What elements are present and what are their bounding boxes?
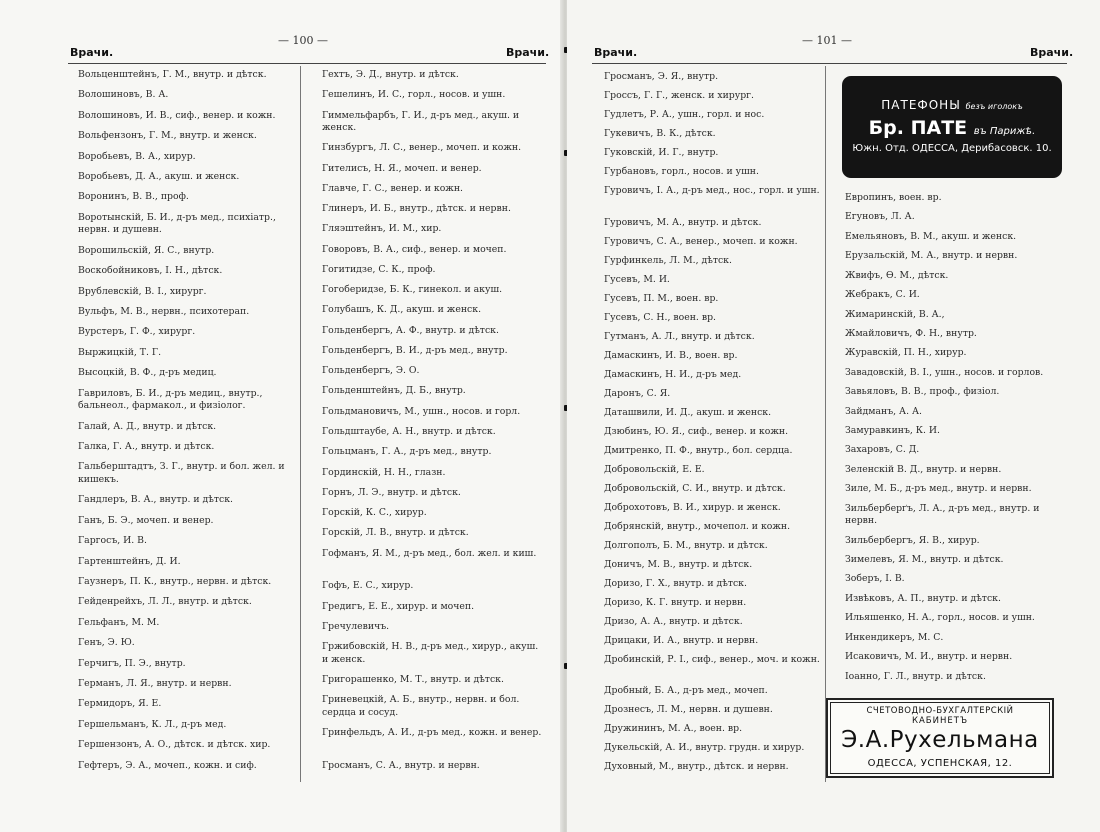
directory-entry: Зиле, М. Б., д-ръ мед., внутр. и нервн. <box>845 483 1032 495</box>
directory-entry: Даташвили, И. Д., акуш. и женск. <box>604 406 772 418</box>
directory-entry: Зильберберґъ, Л. А., д-ръ мед., внутр. и нервн. <box>845 502 1040 527</box>
directory-entry: Гольденбергъ, Э. О. <box>322 365 420 377</box>
directory-entry: Гуровичъ, М. А., внутр. и дѣтск. <box>604 216 762 228</box>
directory-entry: Гринфельдъ, А. И., д-ръ мед., кожн. и венер. <box>322 726 542 738</box>
directory-entry: Зоберъ, І. В. <box>845 573 905 585</box>
directory-entry: Гржибовскій, Н. В., д-ръ мед., хирур., акуш. и женск. <box>322 641 539 665</box>
directory-entry: Дрознесъ, Л. М., нервн. и душевн. <box>604 704 773 715</box>
directory-entry: Гогитидзе, С. К., проф. <box>322 263 436 275</box>
directory-entry: Гаргосъ, И. В. <box>78 535 147 547</box>
directory-entry: Дрицаки, И. А., внутр. и нервн. <box>604 634 759 646</box>
ad-accounting-name: Э.А.Рухельмана <box>841 727 1039 753</box>
directory-entry: Ерузальскій, М. А., внутр. и нервн. <box>845 250 1018 262</box>
directory-entry: Гречулевичъ. <box>322 620 390 632</box>
directory-entry: Гукевичъ, В. К., дѣтск. <box>604 128 716 139</box>
directory-entry: Гешелинъ, И. С., горл., носов. и ушн. <box>322 89 506 101</box>
directory-entry: Гурбановъ, горл., носов. и ушн. <box>604 166 759 177</box>
directory-entry: Гросманъ, Э. Я., внутр. <box>604 71 719 82</box>
directory-entry: Гредигъ, Е. Е., хирур. и мочеп. <box>322 600 475 612</box>
directory-entry: Зеленскій В. Д., внутр. и нервн. <box>845 463 1002 475</box>
directory-entry: Гиммельфарбъ, Г. И., д-ръ мед., акуш. и женск. <box>322 109 520 134</box>
directory-entry: Гинзбургъ, Л. С., венер., мочеп. и кожн. <box>322 142 522 154</box>
directory-entry: Дамаскинъ, Н. И., д-ръ мед. <box>604 368 742 380</box>
header-right-page-left: Врачи. <box>594 46 638 59</box>
directory-entry: Дружининъ, М. А., воен. вр. <box>604 723 743 734</box>
directory-entry: Гандлеръ, В. А., внутр. и дѣтск. <box>78 494 233 506</box>
directory-entry: Григорашенко, М. Т., внутр. и дѣтск. <box>322 673 504 685</box>
directory-entry: Емельяновъ, В. М., акуш. и женск. <box>845 230 1017 242</box>
directory-entry: Добрянскій, внутр., мочепол. и кожн. <box>604 520 791 532</box>
directory-entry: Доризо, Г. Х., внутр. и дѣтск. <box>604 577 747 589</box>
directory-entry: Горскій, К. С., хирур. <box>322 507 427 519</box>
directory-entry: Вульфъ, М. В., нервн., психотерап. <box>78 306 250 317</box>
directory-entry: Ганъ, Б. Э., мочеп. и венер. <box>78 514 214 526</box>
ad-gramophone-title: ПАТЕФОНЫ <box>881 98 961 112</box>
directory-entry: Гудлетъ, Р. А., ушн., горл. и нос. <box>604 109 765 120</box>
directory-entry: Гроссъ, Г. Г., женск. и хирург. <box>604 90 754 101</box>
directory-entry: Высоцкій, В. Ф., д-ръ медиц. <box>78 367 217 379</box>
directory-entry: Гехтъ, Э. Д., внутр. и дѣтск. <box>322 69 459 80</box>
directory-entry: Гросманъ, С. А., внутр. и нервн. <box>322 759 480 771</box>
directory-entry: Волошиновъ, В. А. <box>78 89 169 101</box>
directory-entry: Гаузнеръ, П. К., внутр., нервн. и дѣтск. <box>78 575 272 587</box>
directory-entry: Гусевъ, П. М., воен. вр. <box>604 292 719 304</box>
ad-gramophone-subtitle: безъ иголокъ <box>965 102 1023 111</box>
column-divider-right <box>825 66 826 782</box>
directory-entry: Гермидоръ, Я. Е. <box>78 698 162 710</box>
directory-entry: Вольценштейнъ, Г. М., внутр. и дѣтск. <box>78 69 267 80</box>
directory-entry: Гофманъ, Я. М., д-ръ мед., бол. жел. и киш. <box>322 547 537 559</box>
directory-entry: Жимаринскій, В. А., <box>845 308 945 320</box>
directory-entry: Ильяшенко, Н. А., горл., носов. и ушн. <box>845 612 1035 624</box>
directory-entry: Вольфензонъ, Г. М., внутр. и женск. <box>78 130 257 142</box>
directory-entry: Главче, Г. С., венер. и кожн. <box>322 182 464 194</box>
directory-entry: Воробьевъ, Д. А., акуш. и женск. <box>78 171 240 183</box>
directory-entry: Воронинъ, В. В., проф. <box>78 191 189 203</box>
directory-entry: Даронъ, С. Я. <box>604 387 671 399</box>
directory-entry: Егуновъ, Л. А. <box>845 211 915 223</box>
directory-entry: Горнъ, Л. Э., внутр. и дѣтск. <box>322 486 461 498</box>
directory-entry: Гусевъ, С. Н., воен. вр. <box>604 311 716 323</box>
directory-entry: Ворошильскій, Я. С., внутр. <box>78 244 215 256</box>
directory-entry: Дризо, А. А., внутр. и дѣтск. <box>604 615 743 627</box>
gramophone-advertisement <box>842 76 1062 178</box>
accounting-office-advertisement <box>826 698 1054 778</box>
page-number-left: — 100 — <box>278 34 328 47</box>
directory-entry: Галай, А. Д., внутр. и дѣтск. <box>78 420 217 432</box>
directory-entry: Гольденбергъ, В. И., д-ръ мед., внутр. <box>322 344 508 356</box>
directory-entry: Жмайловичъ, Ф. Н., внутр. <box>845 327 977 339</box>
directory-entry: Вурстеръ, Г. Ф., хирург. <box>78 326 196 338</box>
directory-entry: Горскій, Л. В., внутр. и дѣтск. <box>322 527 469 539</box>
directory-entry: Гофъ, Е. С., хирур. <box>322 580 414 592</box>
directory-entry: Гершельманъ, К. Л., д-ръ мед. <box>78 718 227 730</box>
directory-entry: Исаковичъ, М. И., внутр. и нервн. <box>845 651 1013 663</box>
directory-entry: Гуковскій, И. Г., внутр. <box>604 147 719 158</box>
directory-entry: Глинеръ, И. Б., внутр., дѣтск. и нервн. <box>322 203 511 215</box>
directory-entry: Дзюбинъ, Ю. Я., сиф., венер. и кожн. <box>604 425 789 437</box>
directory-entry: Долгополъ, Б. М., внутр. и дѣтск. <box>604 539 768 551</box>
directory-entry: Гуровичъ, С. А., венер., мочеп. и кожн. <box>604 235 798 247</box>
ad-accounting-line1: СЧЕТОВОДНО-БУХГАЛТЕРСКІЙ <box>866 706 1014 716</box>
directory-entry: Европинъ, воен. вр. <box>845 192 942 203</box>
directory-entry: Гавриловъ, Б. И., д-ръ медиц., внутр., бальнеол., фармакол., и физіолог. <box>78 387 263 412</box>
directory-entry: Гольдмановичъ, М., ушн., носов. и горл. <box>322 405 521 417</box>
directory-entry: Гольденштейнъ, Д. Б., внутр. <box>322 385 466 397</box>
directory-entry: Добровольскій, Е. Е. <box>604 463 705 475</box>
directory-entry: Завадовскій, В. І., ушн., носов. и горлов. <box>845 366 1044 378</box>
directory-entry: Гординскій, Н. Н., глазн. <box>322 466 446 478</box>
directory-entry: Захаровъ, С. Д. <box>845 444 920 456</box>
directory-entry: Гурфинкель, Л. М., дѣтск. <box>604 254 732 266</box>
ad-gramophone-address: Южн. Отд. ОДЕССА, Дерибасовск. 10. <box>852 143 1052 154</box>
directory-entry: Выржицкій, Т. Г. <box>78 346 162 358</box>
header-rule-right <box>592 63 1067 64</box>
directory-entry: Доброхотовъ, В. И., хирур. и женск. <box>604 501 781 513</box>
directory-entry: Гейденрейхъ, Л. Л., внутр. и дѣтск. <box>78 596 252 608</box>
directory-entry: Гляэштейнъ, И. М., хир. <box>322 223 442 235</box>
directory-entry: Дробный, Б. А., д-ръ мед., мочеп. <box>604 685 768 696</box>
directory-entry: Журавскій, П. Н., хирур. <box>845 347 967 359</box>
directory-entry: Гершензонъ, А. О., дѣтск. и дѣтск. хир. <box>78 739 271 751</box>
column-divider-left <box>300 66 301 782</box>
directory-entry: Воскобойниковъ, І. Н., дѣтск. <box>78 265 223 277</box>
directory-entry: Зайдманъ, А. А. <box>845 405 922 417</box>
ad-gramophone-city: въ Парижѣ. <box>973 126 1036 137</box>
header-left-page-right: Врачи. <box>506 46 550 59</box>
ad-accounting-line2: КАБИНЕТЪ <box>911 716 969 726</box>
directory-entry: Гартенштейнъ, Д. И. <box>78 555 181 567</box>
directory-entry: Завьяловъ, В. В., проф., физіол. <box>845 386 1000 398</box>
directory-entry: Гуровичъ, І. А., д-ръ мед., нос., горл. и ушн. <box>604 185 820 196</box>
directory-entry: Гефтеръ, Э. А., мочеп., кожн. и сиф. <box>78 759 257 771</box>
directory-entry: Волошиновъ, И. В., сиф., венер. и кожн. <box>78 109 276 121</box>
directory-entry: Доничъ, М. В., внутр. и дѣтск. <box>604 558 753 570</box>
directory-entry: Говоровъ, В. А., сиф., венер. и мочеп. <box>322 243 507 255</box>
directory-entry: Голубашъ, К. Д., акуш. и женск. <box>322 304 482 316</box>
directory-entry: Генъ, Э. Ю. <box>78 637 135 649</box>
directory-entry: Гельфанъ, М. М. <box>78 616 160 628</box>
directory-entry: Замуравкинъ, К. И. <box>845 425 940 437</box>
header-rule-left <box>68 63 546 64</box>
directory-entry: Гальберштадтъ, З. Г., внутр. и бол. жел. и кишекъ. <box>78 461 285 485</box>
directory-entry: Дробинскій, Р. І., сиф., венер., моч. и кожн. <box>604 653 820 665</box>
directory-entry: Гутманъ, А. Л., внутр. и дѣтск. <box>604 330 755 342</box>
directory-entry: Воротынскій, Б. И., д-ръ мед., психіатр., нервн. и душевн. <box>78 211 276 236</box>
directory-entry: Іоанно, Г. Л., внутр. и дѣтск. <box>845 670 986 682</box>
directory-entry: Гольцманъ, Г. А., д-ръ мед., внутр. <box>322 446 492 458</box>
directory-entry: Воробьевъ, В. А., хирур. <box>78 150 196 162</box>
directory-entry: Инкендикеръ, М. С. <box>845 631 944 643</box>
directory-entry: Гителисъ, Н. Я., мочеп. и венер. <box>322 162 482 174</box>
ad-gramophone-brand: Бр. ПАТЕ <box>868 117 968 139</box>
directory-entry: Германъ, Л. Я., внутр. и нервн. <box>78 677 232 689</box>
directory-entry: Герчигъ, П. Э., внутр. <box>78 657 186 669</box>
page-number-right: — 101 — <box>802 34 852 47</box>
directory-entry: Жебракъ, С. И. <box>845 289 920 301</box>
directory-entry: Дукельскій, А. И., внутр. грудн. и хирур. <box>604 742 805 753</box>
ad-accounting-address: ОДЕССА, УСПЕНСКАЯ, 12. <box>867 758 1013 769</box>
directory-entry: Духовный, М., внутр., дѣтск. и нервн. <box>604 761 789 772</box>
directory-entry: Гогоберидзе, Б. К., гинекол. и акуш. <box>322 284 503 296</box>
directory-entry: Гриневецкій, А. Б., внутр., нервн. и бол. сердца и сосуд. <box>322 694 520 718</box>
directory-entry: Дамаскинъ, И. В., воен. вр. <box>604 349 738 361</box>
header-right-page-right: Врачи. <box>1030 46 1074 59</box>
directory-entry: Дмитренко, П. Ф., внутр., бол. сердца. <box>604 444 793 456</box>
directory-entry: Гольдштаубе, А. Н., внутр. и дѣтск. <box>322 426 496 438</box>
directory-entry: Зимелевъ, Я. М., внутр. и дѣтск. <box>845 554 1004 566</box>
directory-entry: Извѣковъ, А. П., внутр. и дѣтск. <box>845 592 1001 604</box>
directory-entry: Галка, Г. А., внутр. и дѣтск. <box>78 440 215 452</box>
directory-entry: Добровольскій, С. И., внутр. и дѣтск. <box>604 482 786 494</box>
directory-entry: Доризо, К. Г. внутр. и нервн. <box>604 596 747 608</box>
directory-entry: Врублевскій, В. І., хирург. <box>78 285 207 297</box>
directory-entry: Зильбербергъ, Я. В., хирур. <box>845 534 980 546</box>
directory-entry: Гольденбергъ, А. Ф., внутр. и дѣтск. <box>322 324 499 336</box>
directory-entry: Гусевъ, М. И. <box>604 273 670 285</box>
header-left-page-left: Врачи. <box>70 46 114 59</box>
directory-entry: Жвифъ, Ѳ. М., дѣтск. <box>845 269 949 281</box>
